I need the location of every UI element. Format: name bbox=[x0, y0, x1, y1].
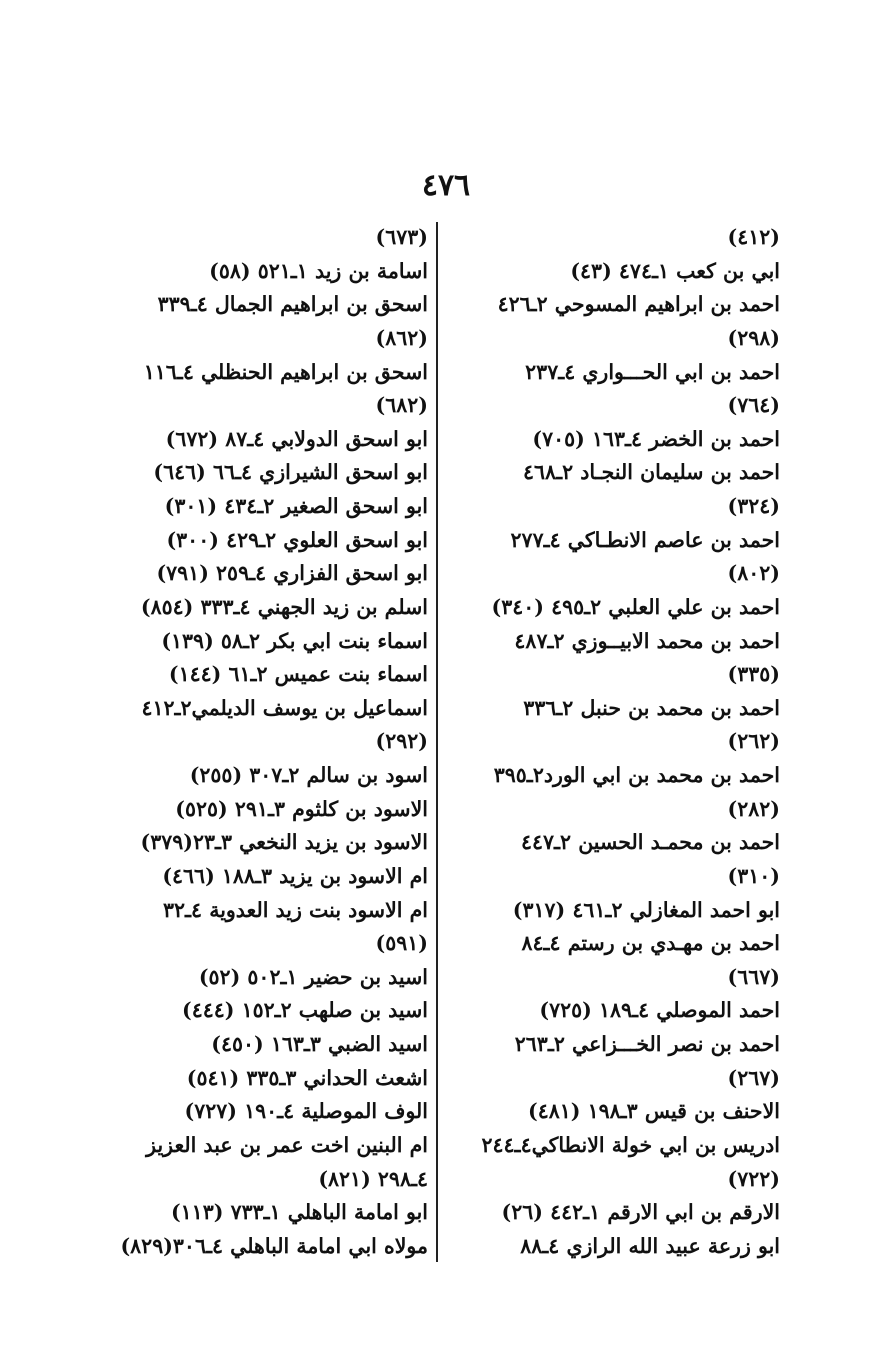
index-entry: اسماء بنت ابي بكر ٢ـ٥٨ (١٣٩) bbox=[161, 628, 428, 653]
index-entry: (٨٠٢) bbox=[727, 561, 780, 586]
index-entry: احمد بن مهـدي بن رستم ٤ـ٨٤ bbox=[521, 931, 780, 956]
index-entry: احمد بن محمد بن حنبل ٢ـ٣٣٦ bbox=[523, 695, 780, 720]
index-entry: اسحق بن ابراهيم الحنظلي ٤ـ١١٦ bbox=[143, 359, 428, 384]
index-entry: احمد بن ابراهيم المسوحي ٢ـ٤٢٦ bbox=[497, 292, 780, 317]
index-entry: (٦٦٧) bbox=[727, 964, 780, 989]
index-entry: احمد بن سليمان النجـاد ٢ـ٤٦٨ bbox=[523, 460, 780, 485]
index-entry: ام البنين اخت عمر بن عبد العزيز bbox=[146, 1132, 428, 1157]
index-entry: احمد بن علي العلبي ٢ـ٤٩٥ (٣٤٠) bbox=[491, 594, 780, 619]
index-entry: ادريس بن ابي خولة الانطاكي٤ـ٢٤٤ bbox=[481, 1132, 780, 1157]
index-entry: ٤ـ٢٩٨ (٨٢١) bbox=[318, 1166, 428, 1191]
index-entry: احمد بن محمد الابيــوزي ٢ـ٤٨٧ bbox=[514, 628, 780, 653]
index-entry: ابو اسحق الصغير ٢ـ٤٣٤ (٣٠١) bbox=[164, 494, 428, 518]
index-entry: الاحنف بن قيس ٣ـ١٩٨ (٤٨١) bbox=[528, 1099, 780, 1124]
index-entry: (٢٩٨) bbox=[727, 325, 780, 350]
index-entry: الارقم بن ابي الارقم ١ـ٤٤٢ (٢٦) bbox=[501, 1200, 780, 1225]
index-entry: الاسود بن كلثوم ٣ـ٢٩١ (٥٢٥) bbox=[175, 796, 428, 821]
index-entry: احمد بن عاصم الانطـاكي ٤ـ٢٧٧ bbox=[510, 527, 780, 552]
index-entry: ابو اسحق الفزاري ٤ـ٢٥٩ (٧٩١) bbox=[156, 561, 428, 586]
index-entry: ابو اسحق الدولابي ٤ـ٨٧ (٦٧٢) bbox=[165, 426, 428, 451]
index-column-left bbox=[86, 222, 428, 1262]
index-entry: اسيد بن صلهب ٢ـ١٥٢ (٤٤٤) bbox=[182, 998, 428, 1023]
index-entry: احمد بن محمد بن ابي الورد٢ـ٣٩٥ bbox=[493, 763, 780, 787]
index-entry: ابو احمد المغازلي ٢ـ٤٦١ (٣١٧) bbox=[512, 897, 780, 922]
index-entry: (٢٦٢) bbox=[727, 729, 780, 754]
index-entry: اسماء بنت عميس ٢ـ٦١ (١٤٤) bbox=[168, 662, 428, 687]
index-entry: (٥٩١) bbox=[375, 931, 428, 956]
index-entry: اسحق بن ابراهيم الجمال ٤ـ٣٣٩ bbox=[157, 292, 428, 317]
index-entry: ابو امامة الباهلي ١ـ٧٣٣ (١١٣) bbox=[170, 1200, 428, 1225]
index-entry: (٣٣٥) bbox=[727, 662, 780, 687]
index-entry: الوف الموصلية ٤ـ١٩٠ (٧٢٧) bbox=[184, 1099, 428, 1124]
index-entry: (٦٨٢) bbox=[375, 393, 428, 418]
column-divider bbox=[436, 222, 438, 1262]
index-entry: (٦٧٣) bbox=[375, 225, 428, 249]
index-entry: (٣٢٤) bbox=[727, 494, 780, 518]
index-entry: ام الاسود بن يزيد ٣ـ١٨٨ (٤٦٦) bbox=[162, 863, 428, 888]
index-entry: احمد بن ابي الحـــواري ٤ـ٢٣٧ bbox=[525, 359, 780, 384]
index-entry: ابو زرعة عبيد الله الرازي ٤ـ٨٨ bbox=[520, 1233, 780, 1258]
index-entry: احمد بن نصر الخـــزاعي ٢ـ٢٦٣ bbox=[514, 1032, 780, 1056]
index-entry: (٢٨٢) bbox=[727, 796, 780, 821]
index-entry: احمد الموصلي ٤ـ١٨٩ (٧٢٥) bbox=[539, 998, 780, 1023]
index-entry: اسيد بن حضير ١ـ٥٠٢ (٥٢) bbox=[198, 964, 428, 989]
index-entry: ابو اسحق الشيرازي ٤ـ٦٦ (٦٤٦) bbox=[153, 460, 428, 485]
index-entry: (٤١٢) bbox=[727, 225, 780, 249]
index-entry: اسامة بن زيد ١ـ٥٢١ (٥٨) bbox=[209, 258, 428, 283]
index-entry: (٧٦٤) bbox=[727, 393, 780, 418]
index-entry: اسماعيل بن يوسف الديلمي٢ـ٤١٢ bbox=[141, 695, 428, 720]
index-entry: الاسود بن يزيد النخعي ٣ـ٢٣(٣٧٩) bbox=[140, 830, 428, 855]
index-entry: (٨٦٢) bbox=[375, 325, 428, 350]
index-entry: (٣١٠) bbox=[727, 863, 780, 888]
index-entry: اسيد الضبي ٣ـ١٦٣ (٤٥٠) bbox=[211, 1032, 428, 1056]
index-entry: (٢٦٧) bbox=[727, 1065, 780, 1090]
index-column-right bbox=[444, 222, 780, 1262]
index-entry: اسود بن سالم ٢ـ٣٠٧ (٢٥٥) bbox=[189, 763, 428, 787]
index-entry: ام الاسود بنت زيد العدوية ٤ـ٣٢ bbox=[163, 897, 428, 922]
index-entry: احمد بن الخضر ٤ـ١٦٣ (٧٠٥) bbox=[532, 426, 780, 451]
index-entry: ابي بن كعب ١ـ٤٧٤ (٤٣) bbox=[570, 258, 780, 283]
index-entry: مولاه ابي امامة الباهلي ٤ـ٣٠٦(٨٢٩) bbox=[120, 1233, 428, 1258]
index-entry: ابو اسحق العلوي ٢ـ٤٢٩ (٣٠٠) bbox=[166, 527, 428, 552]
index-entry: احمد بن محمـد الحسين ٢ـ٤٤٧ bbox=[520, 830, 780, 855]
index-entry: (٢٩٢) bbox=[375, 729, 428, 754]
index-entry: اشعث الحداني ٣ـ٣٣٥ (٥٤١) bbox=[186, 1065, 428, 1090]
index-entry: اسلم بن زيد الجهني ٤ـ٣٣٣ (٨٥٤) bbox=[140, 594, 428, 619]
page-number: ٤٧٦ bbox=[421, 168, 471, 203]
index-entry: (٧٢٢) bbox=[727, 1166, 780, 1191]
